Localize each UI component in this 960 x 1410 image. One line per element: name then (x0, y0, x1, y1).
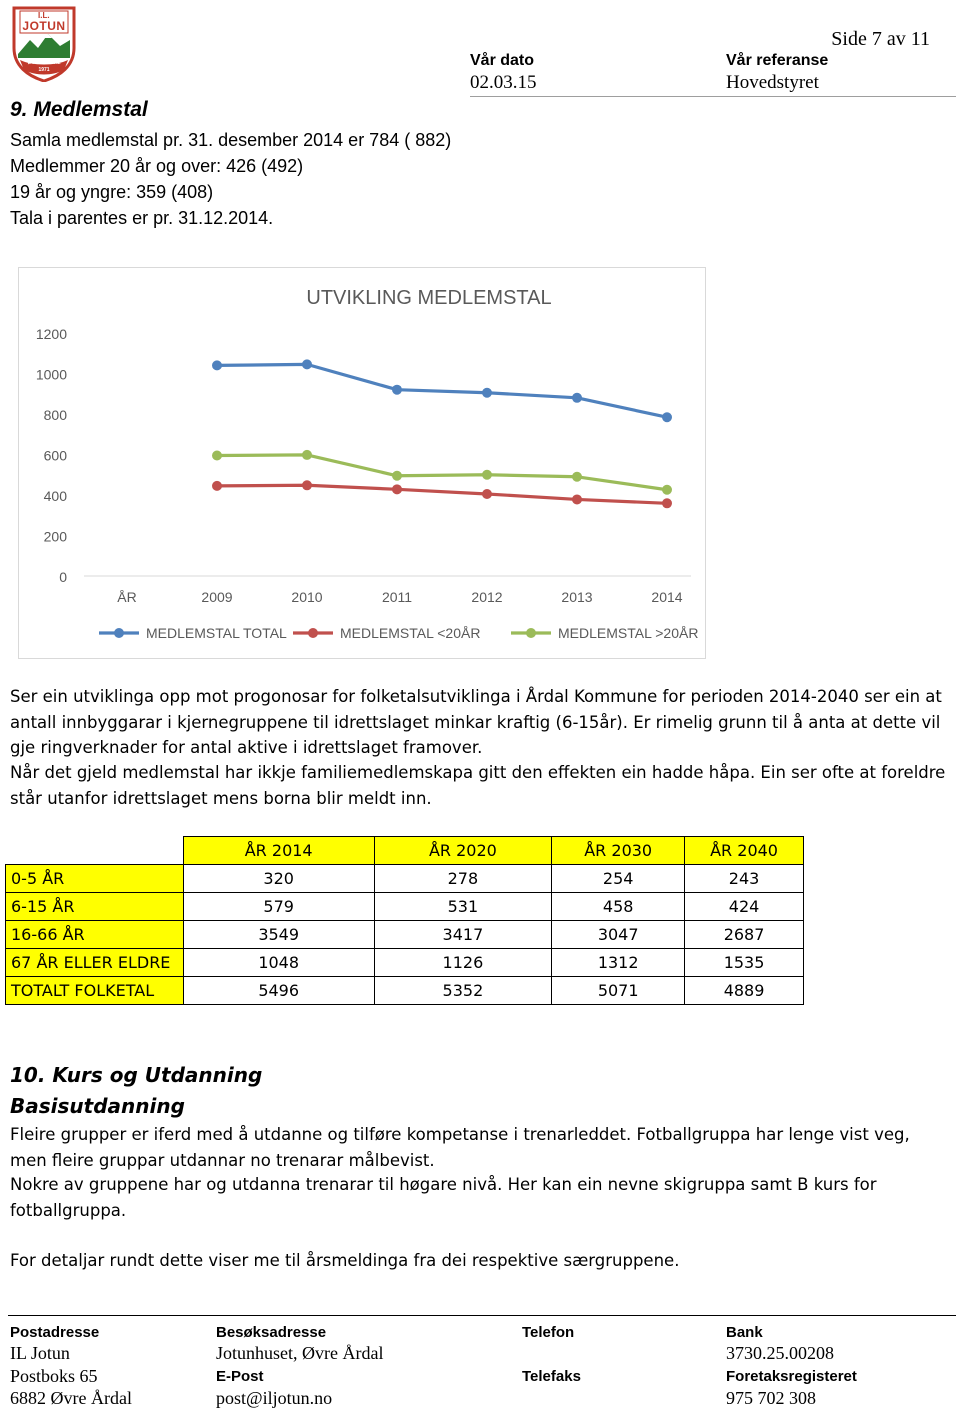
section-9-title: 9. Medlemstal (10, 98, 148, 121)
reference-value: Hovedstyret (726, 72, 819, 93)
x-tick-label: 2013 (561, 589, 593, 605)
footer-besok-label: Besøksadresse (216, 1324, 327, 1341)
page-indicator: Side 7 av 11 (831, 28, 930, 50)
intro-line-4: Tala i parentes er pr. 31.12.2014. (10, 208, 274, 228)
footer-besok-value: Jotunhuset, Øvre Årdal (216, 1343, 384, 1363)
legend-marker (526, 628, 536, 638)
x-tick-label: 2014 (651, 589, 683, 605)
logo-text-top: I.L. (38, 11, 50, 20)
legend-label: MEDLEMSTAL TOTAL (146, 625, 287, 641)
date-value: 02.03.15 (470, 72, 537, 93)
table-row (6, 893, 804, 921)
data-point (212, 481, 222, 491)
footer-telefaks-label: Telefaks (522, 1368, 581, 1385)
data-point (572, 494, 582, 504)
table-cell: 3047 (552, 921, 685, 949)
intro-line-2: Medlemmer 20 år og over: 426 (492) (10, 156, 304, 176)
chart-title: UTVIKLING MEDLEMSTAL (306, 287, 552, 309)
intro-line-3: 19 år og yngre: 359 (408) (10, 182, 214, 202)
data-point (482, 489, 492, 499)
training-paragraph-3: For detaljar rundt dette viser me til årsmeldinga fra dei respektive særgruppene. (10, 1251, 680, 1270)
footer-divider (8, 1315, 956, 1316)
data-point (572, 472, 582, 482)
population-forecast-table (5, 836, 804, 1005)
footer-postadresse-label: Postadresse (10, 1324, 100, 1341)
table-row (6, 949, 804, 977)
series-line-0 (217, 364, 667, 417)
x-tick-label: 2010 (291, 589, 323, 605)
table-cell: 4889 (685, 977, 804, 1005)
table-cell: 5071 (552, 977, 685, 1005)
header-divider (470, 96, 956, 97)
family-membership-paragraph: Når det gjeld medlemstal har ikkje familiemedlemskapa gitt den effekten ein hadde håpa. Ein ser ofte at foreldre står utanfor idrettslaget mens borna blir meldt inn. (10, 763, 946, 808)
footer-epost-value[interactable]: post@iljotun.no (216, 1388, 333, 1408)
club-logo (8, 2, 80, 82)
data-point (212, 451, 222, 461)
table-cell: 1535 (685, 949, 804, 977)
series-line-1 (217, 485, 667, 503)
table-corner-cell (6, 837, 184, 865)
table-cell: 579 (183, 893, 374, 921)
x-tick-label: 2009 (201, 589, 233, 605)
table-row-label: 67 ÅR ELLER ELDRE (6, 949, 184, 977)
data-point (302, 450, 312, 460)
legend-label: MEDLEMSTAL >20ÅR (558, 625, 699, 641)
table-cell: 3417 (374, 921, 552, 949)
logo-text-main: JOTUN (22, 19, 66, 33)
data-point (302, 359, 312, 369)
table-cell: 243 (685, 865, 804, 893)
data-point (662, 498, 672, 508)
data-point (482, 388, 492, 398)
data-point (392, 471, 402, 481)
y-tick-label: 600 (43, 447, 67, 464)
table-row-label: 0-5 ÅR (6, 865, 184, 893)
data-point (212, 360, 222, 370)
table-cell: 458 (552, 893, 685, 921)
data-point (392, 385, 402, 395)
table-row (6, 977, 804, 1005)
table-row-label: TOTALT FOLKETAL (6, 977, 184, 1005)
table-cell: 424 (685, 893, 804, 921)
footer-postadresse-line-3: 6882 Øvre Årdal (10, 1388, 132, 1408)
legend-label: MEDLEMSTAL <20ÅR (340, 625, 481, 641)
footer-postadresse-line-1: IL Jotun (10, 1343, 70, 1363)
legend-marker (114, 628, 124, 638)
date-label: Vår dato (470, 52, 535, 69)
table-row (6, 865, 804, 893)
table-cell: 3549 (183, 921, 374, 949)
x-tick-label: 2011 (381, 589, 413, 605)
data-point (662, 412, 672, 422)
table-cell: 1048 (183, 949, 374, 977)
table-header-2020: ÅR 2020 (374, 837, 552, 865)
table-cell: 1126 (374, 949, 552, 977)
y-tick-label: 200 (43, 528, 67, 545)
table-row (6, 921, 804, 949)
footer-telefon-label: Telefon (522, 1324, 575, 1341)
y-tick-label: 1000 (35, 366, 67, 383)
data-point (302, 480, 312, 490)
footer-postadresse-line-2: Postboks 65 (10, 1366, 98, 1386)
population-forecast-paragraph: Ser ein utviklinga opp mot progonosar for folketalsutviklinga i Årdal Kommune for perioden 2014-2040 ser ein at antall innbyggarar i kjernegruppene til idrettslaget minkar kraftig (6-15år). Er rimelig grunn til å anta at dette vil gje ringverknader for antal aktive i idrettslaget framover. (10, 687, 942, 757)
y-tick-label: 400 (43, 488, 67, 504)
logo-text-bottom: ØVRE ÅRDAL (27, 60, 61, 66)
table-cell: 531 (374, 893, 552, 921)
legend-marker (308, 628, 318, 638)
table-cell: 320 (183, 865, 374, 893)
table-row-label: 16-66 ÅR (6, 921, 184, 949)
y-tick-label: 0 (59, 569, 67, 585)
x-tick-label: ÅR (117, 589, 137, 605)
x-tick-label: 2012 (471, 589, 503, 605)
table-cell: 278 (374, 865, 552, 893)
training-paragraph-2: Nokre av gruppene har og utdanna trenarar til høgare nivå. Her kan ein nevne skigruppa samt B kurs for fotballgruppa. (10, 1175, 877, 1220)
table-cell: 5496 (183, 977, 374, 1005)
footer-bank-label: Bank (726, 1324, 763, 1341)
table-row-label: 6-15 ÅR (6, 893, 184, 921)
data-point (392, 484, 402, 494)
section-10-subtitle: Basisutdanning (10, 1094, 185, 1118)
intro-line-1: Samla medlemstal pr. 31. desember 2014 er 784 ( 882) (10, 130, 452, 150)
reference-label: Vår referanse (726, 52, 829, 69)
y-tick-label: 800 (43, 407, 67, 423)
data-point (482, 470, 492, 480)
membership-chart (19, 268, 705, 658)
table-header-2014: ÅR 2014 (183, 837, 374, 865)
membership-chart-frame (18, 267, 706, 659)
table-cell: 2687 (685, 921, 804, 949)
table-cell: 254 (552, 865, 685, 893)
table-header-2030: ÅR 2030 (552, 837, 685, 865)
training-paragraph-1: Fleire grupper er iferd med å utdanne og tilføre kompetanse i trenarleddet. Fotballgruppa har lenge vist veg, men fleire gruppar utdannar no trenarar målbevist. (10, 1125, 910, 1170)
section-10-title: 10. Kurs og Utdanning (10, 1063, 263, 1087)
table-header-2040: ÅR 2040 (685, 837, 804, 865)
data-point (572, 393, 582, 403)
table-cell: 1312 (552, 949, 685, 977)
footer-epost-label: E-Post (216, 1368, 264, 1385)
logo-text-year: 1971 (38, 67, 50, 73)
table-cell: 5352 (374, 977, 552, 1005)
footer-bank-value: 3730.25.00208 (726, 1343, 834, 1363)
data-point (662, 485, 672, 495)
footer-foretak-label: Foretaksregisteret (726, 1368, 857, 1385)
table-header-row (6, 837, 804, 865)
footer-foretak-value: 975 702 308 (726, 1388, 816, 1408)
y-tick-label: 1200 (35, 326, 67, 342)
